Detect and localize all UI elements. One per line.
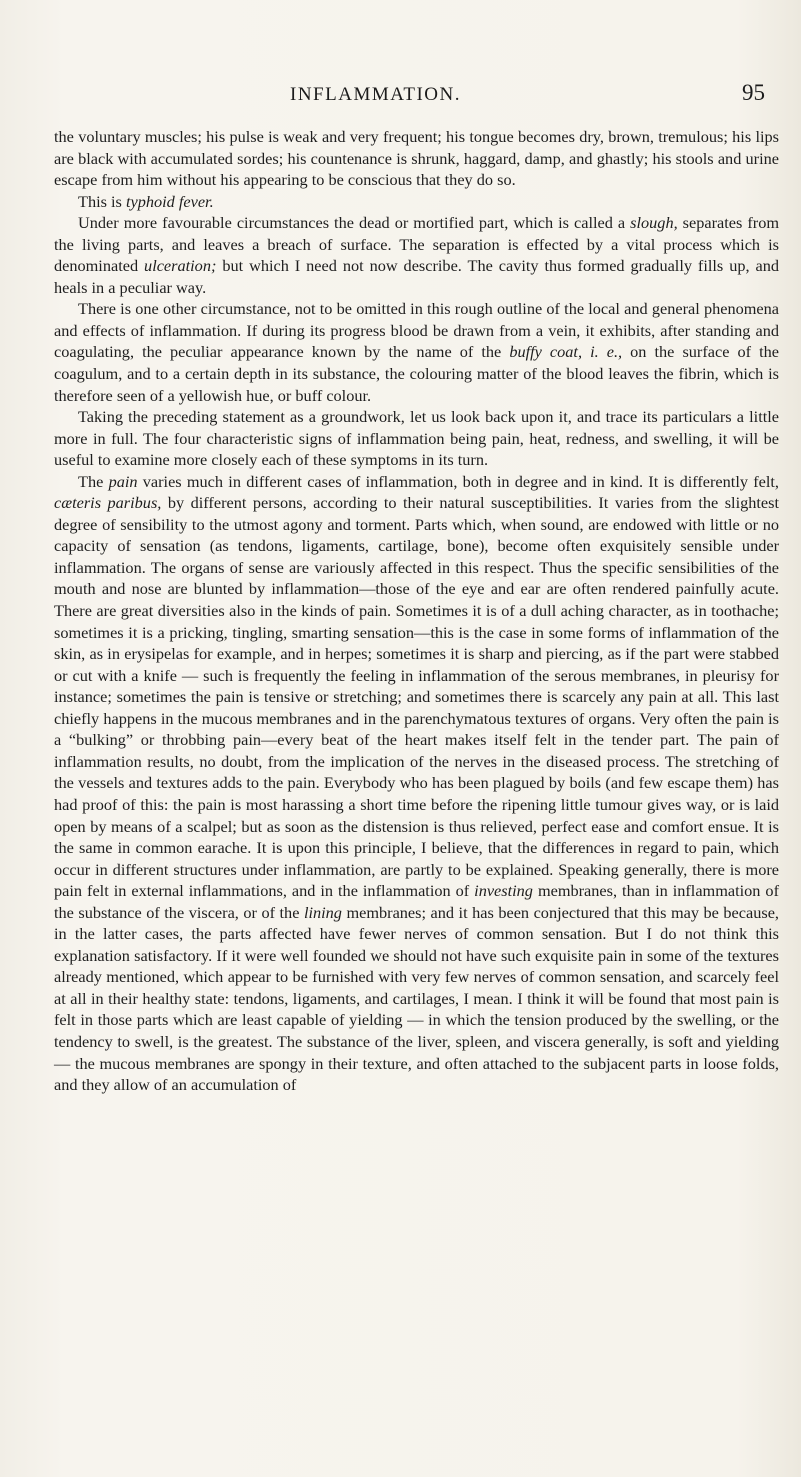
text-run: the voluntary muscles; his pulse is weak and very frequent; his tongue becomes dry, brown, tremulous; his lips are black with accumulated sordes; his countenance is shrunk, haggard, damp, and ghastly; his stools and urine escape from him without his appearing to be conscious that they do so.	[54, 127, 779, 190]
text-run: The	[78, 471, 109, 491]
paragraph	[54, 191, 779, 213]
text-run: by different persons, according to their natural susceptibilities. It varies from the slightest degree of sensibility to the utmost agony and torment. Parts which, when sound, are endowed with little or no capacity of sensation (as tendons, ligaments, cartilage, bone), become often exquisitely sensible under inflammation. The organs of sense are variously affected in this respect. Thus the specific sensibilities of the mouth and nose are blunted by inflammation—those of the eye and ear are often rendered painfully acute. There are great diversities also in the kinds of pain. Sometimes it is of a dull aching character, as in toothache; sometimes it is a pricking, tingling, smarting sensation—this is the case in some forms of inflammation of the skin, as in erysipelas for example, and in herpes; sometimes it is sharp and piercing, as if the part were stabbed or cut with a knife — such is frequently the feeling in inflammation of the serous membranes, in pleurisy for instance; sometimes the pain is tensive or stretching; and sometimes there is scarcely any pain at all. This last chiefly happens in the mucous membranes and in the parenchymatous textures of organs. Very often the pain is a “bulking” or throbbing pain—every beat of the heart makes itself felt in the tender part. The pain of inflammation results, no doubt, from the implication of the nerves in the diseased process. The stretching of the vessels and textures adds to the pain. Everybody who has been plagued by boils (and few escape them) has had proof of this: the pain is most harassing a short time before the ripening little tumour gives way, or is laid open by means of a scalpel; but as soon as the distension is thus relieved, perfect ease and comfort ensue. It is the same in common earache. It is upon this principle, I believe, that the differences in regard to pain, which occur in different structures under inflammation, are partly to be explained. Speaking generally, there is more pain felt in external inflammations, and in the inflammation of	[54, 493, 779, 901]
running-head: INFLAMMATION.	[290, 84, 461, 105]
paragraph	[54, 406, 779, 471]
italic-term: investing	[474, 881, 533, 901]
text-run: on the surface of the coagulum, and to a certain depth in its substance, the colouring matter of the blood leaves the fibrin, which is therefore seen of a yellowish hue, or buff colour.	[54, 342, 780, 405]
italic-term: pain	[108, 471, 138, 491]
text-run: This is	[78, 191, 126, 211]
text-run: There is one other circumstance, not to be omitted in this rough outline of the local and general phenomena and effects of inflammation. If during its progress blood be drawn from a vein, it exhibits, after standing and coagulating, the peculiar appearance known by the name of the	[54, 299, 779, 362]
italic-term: lining	[303, 902, 342, 922]
italic-term: cæteris paribus,	[54, 493, 162, 513]
text-run: Taking the preceding statement as a groundwork, let us look back upon it, and trace its particulars a little more in full. The four characteristic signs of inflammation being pain, heat, redness, and swelling, it will be useful to examine more closely each of these symptoms in its turn.	[54, 407, 779, 470]
paragraph	[54, 212, 779, 298]
body-text	[54, 126, 779, 1096]
italic-term: slough,	[630, 213, 678, 233]
paragraph	[54, 298, 779, 406]
text-run: Under more favourable circumstances the dead or mortified part, which is called a	[78, 213, 631, 233]
paragraph	[54, 471, 779, 1096]
italic-term: typhoid fever.	[125, 191, 214, 211]
text-run: membranes, than in inflammation of the substance of the viscera, or of the	[54, 881, 779, 922]
page-number: 95	[742, 80, 765, 105]
text-run: separates from the living parts, and leaves a breach of surface. The separation is effected by a vital process which is denominated	[54, 213, 780, 276]
italic-term: ulceration;	[144, 256, 217, 276]
text-run: but which I need not now describe. The cavity thus formed gradually fills up, and heals in a peculiar way.	[54, 256, 779, 297]
italic-term: buffy coat, i. e.,	[509, 342, 623, 362]
paragraph	[54, 126, 779, 191]
text-run: varies much in different cases of inflammation, both in degree and in kind. It is differently felt,	[137, 471, 779, 491]
text-run: membranes; and it has been conjectured that this may be because, in the latter cases, the parts affected have fewer nerves of common sensation. But I do not think this explanation satisfactory. If it were well founded we should not have such exquisite pain in some of the textures already mentioned, which appear to be furnished with very few nerves of common sensation, and scarcely feel at all in their healthy state: tendons, ligaments, and cartilages, I mean. I think it will be found that most pain is felt in those parts which are least capable of yielding — in which the tension produced by the swelling, or the tendency to swell, is the greatest. The substance of the liver, spleen, and viscera generally, is soft and yielding — the mucous membranes are spongy in their texture, and often attached to the subjacent parts in loose folds, and they allow of an accumulation of	[54, 902, 780, 1095]
